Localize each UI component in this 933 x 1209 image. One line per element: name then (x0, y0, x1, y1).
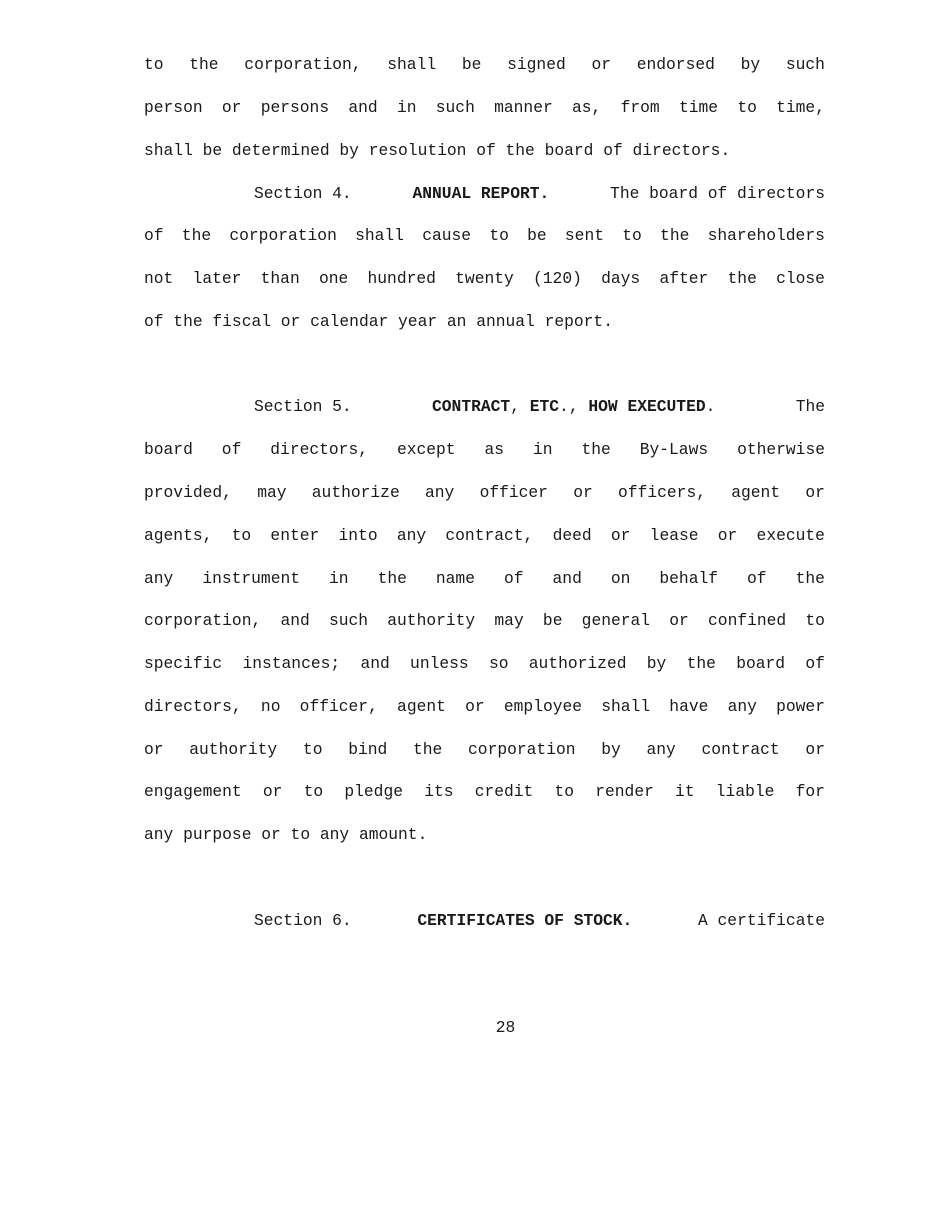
word: officer, (299, 697, 378, 716)
word: specific (144, 654, 223, 673)
word: to (805, 611, 825, 630)
word: pledge (344, 782, 403, 801)
word: or (591, 55, 611, 74)
word: directors, (270, 440, 368, 459)
heading-line-text: The board of directors (610, 184, 825, 203)
word: any (144, 569, 174, 588)
word: by (601, 740, 621, 759)
word: such (328, 611, 369, 630)
body-line (144, 569, 825, 589)
word: power (776, 697, 825, 716)
word: shall (601, 697, 651, 716)
heading-separator: ., (559, 397, 589, 416)
word: twenty (455, 269, 514, 288)
word: contract (701, 740, 780, 759)
word: execute (756, 526, 825, 545)
word: render (595, 782, 654, 801)
word: corporation (229, 226, 337, 245)
word: any (727, 697, 757, 716)
page-number: 28 (495, 1018, 516, 1037)
word: authority (387, 611, 476, 630)
word: provided, (144, 483, 232, 502)
heading-part: CONTRACT (432, 397, 511, 416)
word: lease (649, 526, 699, 545)
word: liable (715, 782, 775, 801)
word: instances; (242, 654, 341, 673)
word: behalf (659, 569, 719, 588)
word: as, (572, 98, 602, 117)
heading-period: . (705, 397, 716, 416)
word: the (181, 226, 212, 245)
word: to (554, 782, 575, 801)
body-line: any purpose or to any amount. (144, 825, 428, 844)
word: its (424, 782, 454, 801)
word: directors, (144, 697, 242, 716)
word: be (542, 611, 563, 630)
word: so (488, 654, 509, 673)
word: contract, (445, 526, 534, 545)
word: officer (479, 483, 548, 502)
word: to (303, 782, 324, 801)
word: in (396, 98, 417, 117)
word: or (717, 526, 738, 545)
word: deed (552, 526, 592, 545)
word: it (675, 782, 695, 801)
section-6-heading-line (254, 911, 825, 931)
word: by (646, 654, 667, 673)
heading-line-text: The (795, 397, 825, 416)
word: corporation (468, 740, 576, 759)
word: any (424, 483, 455, 502)
word: any (646, 740, 676, 759)
word: or (669, 611, 689, 630)
word: and (360, 654, 390, 673)
word: shall (355, 226, 404, 245)
word: of (144, 226, 164, 245)
word: days (601, 269, 641, 288)
word: after (659, 269, 709, 288)
word: may (494, 611, 524, 630)
word: credit (474, 782, 534, 801)
word: to (302, 740, 323, 759)
word: or (610, 526, 631, 545)
word: and (348, 98, 378, 117)
word: be (461, 55, 482, 74)
word: time, (776, 98, 825, 117)
word: and (280, 611, 310, 630)
word: shall (387, 55, 437, 74)
word: one (318, 269, 349, 288)
word: to (489, 226, 509, 245)
word: agent (731, 483, 781, 502)
word: for (795, 782, 825, 801)
word: the (413, 740, 443, 759)
word: unless (410, 654, 469, 673)
word: board (736, 654, 786, 673)
word: to (622, 226, 642, 245)
section-label: Section 6. (254, 911, 352, 930)
word: or (465, 697, 485, 716)
word: the (189, 55, 219, 74)
word: bind (348, 740, 388, 759)
word: in (329, 569, 349, 588)
word: not (144, 269, 174, 288)
word: authorize (311, 483, 400, 502)
word: of (805, 654, 825, 673)
word: be (527, 226, 547, 245)
body-line (144, 654, 825, 674)
section-heading: ANNUAL REPORT. (412, 184, 550, 203)
word: than (260, 269, 300, 288)
word: or (144, 740, 164, 759)
word: later (192, 269, 242, 288)
section-heading: CERTIFICATES OF STOCK. (417, 911, 633, 930)
word: the (727, 269, 757, 288)
section-4-heading-line (254, 184, 825, 204)
word: the (660, 226, 690, 245)
section-label: Section 5. (254, 397, 352, 416)
word: manner (494, 98, 553, 117)
word: hundred (367, 269, 436, 288)
body-line (144, 226, 825, 246)
word: endorsed (636, 55, 715, 74)
word: except (396, 440, 456, 459)
body-line (144, 611, 825, 631)
body-line (144, 526, 825, 546)
word: instrument (202, 569, 301, 588)
word: any (396, 526, 427, 545)
word: (120) (533, 269, 582, 288)
word: as (484, 440, 505, 459)
word: have (669, 697, 709, 716)
word: such (785, 55, 825, 74)
word: enter (270, 526, 320, 545)
word: persons (260, 98, 330, 117)
word: on (610, 569, 631, 588)
word: otherwise (737, 440, 825, 459)
word: By-Laws (639, 440, 709, 459)
section-5-heading-line (254, 397, 825, 417)
word: may (257, 483, 287, 502)
word: the (377, 569, 407, 588)
section-label: Section 4. (254, 184, 352, 203)
word: or (805, 740, 825, 759)
body-line (144, 740, 825, 760)
word: name (435, 569, 475, 588)
heading-part: ETC (529, 397, 560, 416)
word: agent (397, 697, 446, 716)
body-line (144, 697, 825, 717)
word: or (573, 483, 593, 502)
word: or (805, 483, 825, 502)
heading-line-text: A certificate (697, 911, 825, 930)
word: to (144, 55, 164, 74)
word: no (260, 697, 281, 716)
word: signed (507, 55, 566, 74)
word: shareholders (707, 226, 825, 245)
word: the (686, 654, 716, 673)
word: of (747, 569, 767, 588)
word: the (581, 440, 611, 459)
word: confined (708, 611, 787, 630)
word: person (144, 98, 203, 117)
word: cause (422, 226, 472, 245)
word: time (678, 98, 719, 117)
body-line (144, 782, 825, 802)
body-line: shall be determined by resolution of the board of directors. (144, 141, 731, 160)
body-line (144, 98, 825, 118)
word: corporation, (144, 611, 262, 630)
word: general (581, 611, 651, 630)
body-line (144, 440, 825, 460)
word: from (620, 98, 660, 117)
body-line (144, 55, 825, 75)
word: close (776, 269, 825, 288)
body-line: of the fiscal or calendar year an annual report. (144, 312, 613, 331)
word: or (262, 782, 283, 801)
body-line (144, 483, 825, 503)
word: the (795, 569, 825, 588)
word: of (503, 569, 524, 588)
word: to (231, 526, 252, 545)
word: such (435, 98, 475, 117)
word: sent (564, 226, 604, 245)
word: agents, (144, 526, 213, 545)
section-heading (432, 397, 715, 417)
word: and (552, 569, 582, 588)
word: board (144, 440, 193, 459)
word: in (532, 440, 553, 459)
word: officers, (618, 483, 706, 502)
word: into (338, 526, 378, 545)
word: to (737, 98, 757, 117)
body-line (144, 269, 825, 289)
word: authorized (528, 654, 627, 673)
word: of (221, 440, 242, 459)
word: by (740, 55, 761, 74)
word: authority (189, 740, 278, 759)
word: employee (503, 697, 583, 716)
word: corporation, (244, 55, 362, 74)
heading-part: HOW EXECUTED (588, 397, 706, 416)
word: engagement (144, 782, 242, 801)
word: or (221, 98, 242, 117)
heading-separator: , (510, 397, 530, 416)
